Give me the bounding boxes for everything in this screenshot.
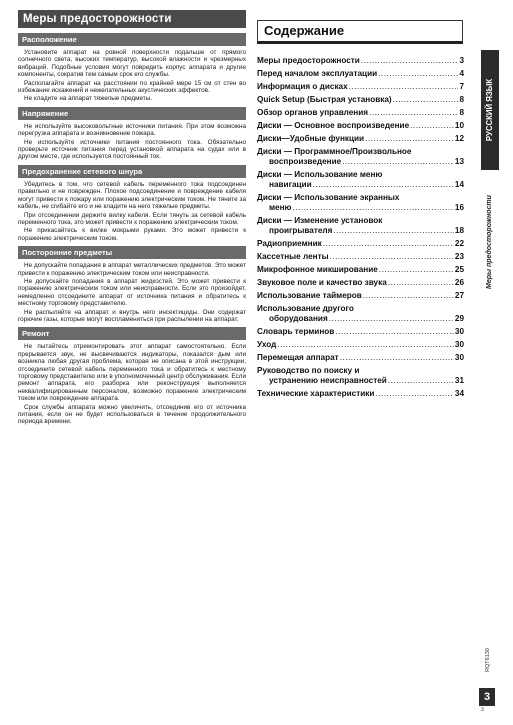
toc-page-number: 8: [459, 95, 464, 104]
toc-entry-text: Микрофонное микширование: [257, 265, 378, 274]
toc-leader-dots: [313, 180, 454, 190]
toc-entry: [257, 327, 464, 337]
toc-leader-dots: [410, 121, 454, 131]
section-heading: Расположение: [18, 33, 246, 46]
toc-entry: [257, 147, 464, 167]
toc-entry-line: [257, 108, 464, 118]
toc-entry-line: [257, 265, 464, 275]
section-heading: Посторонние предметы: [18, 246, 246, 259]
toc-leader-dots: [277, 340, 454, 350]
page-title: Меры предосторожности: [18, 10, 246, 28]
toc-entry-text: Технические характеристики: [257, 389, 375, 398]
toc-leader-dots: [375, 389, 454, 399]
toc-entry-text: Диски — Использование экранных: [257, 193, 400, 202]
toc-page-number: 30: [454, 327, 464, 336]
language-tab-label: РУССКИЙ ЯЗЫК: [485, 78, 494, 142]
toc-entry-line: [257, 147, 464, 157]
section-heading: Ремонт: [18, 327, 246, 340]
toc-entry-line: [257, 170, 464, 180]
section-heading: Предохранение сетевого шнура: [18, 165, 246, 178]
language-tab: [481, 50, 499, 170]
toc-entry-line: [257, 304, 464, 314]
toc-page-number: 14: [454, 180, 464, 189]
toc-page-number: 23: [454, 252, 464, 261]
section-paragraph: Не допускайте попадания в аппарат металлических предметов. Это может привести к поражению электрическим током или неисправности.: [18, 262, 246, 277]
toc-leader-dots: [365, 134, 454, 144]
toc-leader-dots: [323, 239, 454, 249]
toc-leader-dots: [363, 291, 454, 301]
toc-entry: [257, 69, 464, 79]
toc-leader-dots: [361, 56, 459, 66]
toc-entry-line: [257, 340, 464, 350]
toc-page-number: 22: [454, 239, 464, 248]
toc-leader-dots: [330, 252, 454, 262]
toc-entry-text: Обзор органов управления: [257, 108, 369, 117]
toc-entry-text: Quick Setup (Быстрая установка): [257, 95, 392, 104]
section-paragraph: Срок службы аппарата можно увеличить, отсоединив его от источника питания, если он не будет использоваться в течение продолжительного периода времени.: [18, 403, 246, 426]
toc-entry: [257, 95, 464, 105]
toc-entry-line: [257, 327, 464, 337]
toc-leader-dots: [333, 226, 453, 236]
toc-entry: [257, 82, 464, 92]
document-code: [481, 640, 495, 680]
toc-page-number: 13: [454, 157, 464, 166]
toc-entry-line: [257, 291, 464, 301]
section-paragraph: Располагайте аппарат на расстоянии по крайней мере 15 см от стен во избежание искажений и нежелательных акустических эффектов.: [18, 79, 246, 95]
toc-entry: [257, 252, 464, 262]
toc-leader-dots: [293, 203, 454, 213]
toc-entry-text: воспроизведение: [269, 157, 342, 166]
toc-leader-dots: [369, 108, 458, 118]
toc-entry-text: устранению неисправностей: [269, 376, 387, 385]
section-paragraph: Установите аппарат на ровной поверхности подальше от прямого солнечного света, высоких температур, высокой влажности и чрезмерных вибраций. Подобные условия могут повредить корпус аппарата и другие компоненты, сократив тем самым срок его службы.: [18, 49, 246, 79]
precautions-column: [18, 10, 246, 427]
toc-entry-text: Использование другого: [257, 304, 354, 313]
toc-page-number: 27: [454, 291, 464, 300]
section-paragraph: Не прикасайтесь к вилке мокрыми руками. Это может привести к поражению электрическим током.: [18, 227, 246, 242]
section-heading: Напряжение: [18, 107, 246, 120]
toc-entry-text: Перемещая аппарат: [257, 353, 339, 362]
toc-page-number: 30: [454, 353, 464, 362]
toc-entry-line: [257, 366, 464, 376]
toc-page-number: 3: [459, 56, 464, 65]
toc-entry-text: Звуковое поле и качество звука: [257, 278, 387, 287]
toc-entry: [257, 56, 464, 66]
contents-column: [257, 20, 464, 402]
toc-entry-text: Уход: [257, 340, 277, 349]
toc-entry: [257, 216, 464, 236]
toc-entry-text: Словарь терминов: [257, 327, 335, 336]
toc-entry-text: Диски — Изменение установок: [257, 216, 383, 225]
page-number-small: 3: [481, 707, 484, 713]
page-number: 3: [479, 688, 495, 706]
toc-entry-text: Радиоприемник: [257, 239, 322, 248]
section-paragraph: Не пытайтесь отремонтировать этот аппарат самостоятельно. Если прерывается звук, не высвечиваются индикаторы, показался дым или возникла любая другая проблема, которая не описана в этой инструкции, отсоедините сетевой кабель переменного тока и обратитесь к местному торговому представителю или в уполномоченный центр обслуживания. Если ремонт аппарата, его разборка или реконструкция выполняется неквалифицированным персоналом, возможно поражение электрическим током или повреждение аппарата.: [18, 343, 246, 403]
toc-entry-text: оборудования: [269, 314, 328, 323]
toc-entry: [257, 291, 464, 301]
toc-page-number: 31: [454, 376, 464, 385]
toc-entry-text: навигации: [269, 180, 312, 189]
toc-entry-line: [257, 252, 464, 262]
toc-entry: [257, 193, 464, 213]
toc-entry-text: Перед началом эксплуатации: [257, 69, 378, 78]
section-paragraph: Убедитесь в том, что сетевой кабель переменного тока подсоединен правильно и не поврежден. Плохое подсоединение и повреждение кабеля могут привести к пожару или поражению электрическим током. Не тяните за кабель, не сгибайте его и не кладите на него тяжелые предметы.: [18, 180, 246, 211]
toc-entry: [257, 389, 464, 399]
toc-entry: [257, 121, 464, 131]
section-paragraph: Не распыляйте на аппарат и внутрь него инсектициды. Они содержат горючие газы, которые могут воспламениться при распылении на аппарат.: [18, 308, 246, 323]
toc-entry-line: [257, 95, 464, 105]
precaution-sections: [18, 33, 246, 426]
toc-entry-line: [257, 278, 464, 288]
toc-entry-line: [257, 203, 464, 213]
toc-entry-line: [257, 121, 464, 131]
toc-entry-text: меню: [269, 203, 292, 212]
toc-leader-dots: [342, 157, 454, 167]
toc-page-number: 30: [454, 340, 464, 349]
toc-entry-line: [257, 69, 464, 79]
toc-entry-text: Диски—Удобные функции: [257, 134, 365, 143]
section-paragraph: Не допускайте попадания в аппарат жидкостей. Это может привести к поражению электрическим током или неисправности. Если это произойдет, немедленно отсоедините аппарат от источника питания и обратитесь к местному торговому представителю.: [18, 277, 246, 308]
toc-entry-line: [257, 314, 464, 324]
toc-page-number: 4: [459, 69, 464, 78]
section-paragraph: При отсоединении держите вилку кабеля. Если тянуть за сетевой кабель переменного тока, это может привести к поражению электрическим током.: [18, 211, 246, 226]
toc-entry-text: Диски — Программное/Произвольное: [257, 147, 412, 156]
toc-entry: [257, 278, 464, 288]
toc-entry: [257, 134, 464, 144]
toc-entry-text: Кассетные ленты: [257, 252, 329, 261]
toc-entry-line: [257, 56, 464, 66]
section-side-label-text: Меры предосторожности: [486, 195, 493, 289]
toc-leader-dots: [388, 278, 454, 288]
toc-entry-text: Информация о дисках: [257, 82, 348, 91]
toc-leader-dots: [335, 327, 454, 337]
toc-leader-dots: [340, 353, 454, 363]
toc-entry: [257, 108, 464, 118]
toc-leader-dots: [393, 95, 459, 105]
section-paragraph: Не кладите на аппарат тяжелые предметы.: [24, 95, 153, 103]
toc-entry-text: Руководство по поиску и: [257, 366, 360, 375]
toc-page-number: 29: [454, 314, 464, 323]
toc-entry-line: [257, 216, 464, 226]
toc-page-number: 16: [454, 203, 464, 212]
toc-entry-text: Диски — Основное воспроизведение: [257, 121, 410, 130]
section-paragraph: Не используйте высоковольтные источники питания. При этом возможна перегрузка аппарата и возникновение пожара.: [18, 122, 246, 138]
toc-entry-text: Меры предосторожности: [257, 56, 360, 65]
toc-entry-line: [257, 82, 464, 92]
toc-leader-dots: [379, 265, 454, 275]
toc-entry-line: [257, 134, 464, 144]
toc-entry: [257, 340, 464, 350]
toc-entry-line: [257, 239, 464, 249]
section-paragraph: Не используйте источники питания постоянного тока. Обязательно проверьте источник питания перед установкой аппарата на судах или в другом месте, где используется постоянный ток.: [18, 138, 246, 161]
toc-page-number: 8: [459, 108, 464, 117]
toc-entry-line: [257, 193, 464, 203]
toc-page-number: 10: [454, 121, 464, 130]
toc-leader-dots: [329, 314, 454, 324]
toc-page-number: 26: [454, 278, 464, 287]
toc-entry: [257, 170, 464, 190]
toc-entry: [257, 265, 464, 275]
toc-entry-line: [257, 353, 464, 363]
toc-entry-line: [257, 226, 464, 236]
toc-page-number: 25: [454, 265, 464, 274]
toc-entry: [257, 304, 464, 324]
document-code-text: RQT6130: [485, 648, 491, 672]
toc-entry: [257, 366, 464, 386]
toc-list: [257, 56, 464, 399]
toc-entry-line: [257, 389, 464, 399]
toc-leader-dots: [349, 82, 459, 92]
toc-entry-line: [257, 157, 464, 167]
toc-page-number: 12: [454, 134, 464, 143]
toc-page-number: 18: [454, 226, 464, 235]
toc-page-number: 7: [459, 82, 464, 91]
toc-leader-dots: [378, 69, 458, 79]
toc-entry-text: Использование таймеров: [257, 291, 362, 300]
toc-entry: [257, 239, 464, 249]
toc-entry: [257, 353, 464, 363]
toc-page-number: 34: [454, 389, 464, 398]
toc-entry-text: Диски — Использование меню: [257, 170, 383, 179]
toc-title: Содержание: [257, 20, 463, 44]
section-side-label: [481, 172, 499, 312]
toc-leader-dots: [388, 376, 454, 386]
toc-entry-line: [257, 376, 464, 386]
toc-entry-text: проигрывателя: [269, 226, 333, 235]
toc-entry-line: [257, 180, 464, 190]
